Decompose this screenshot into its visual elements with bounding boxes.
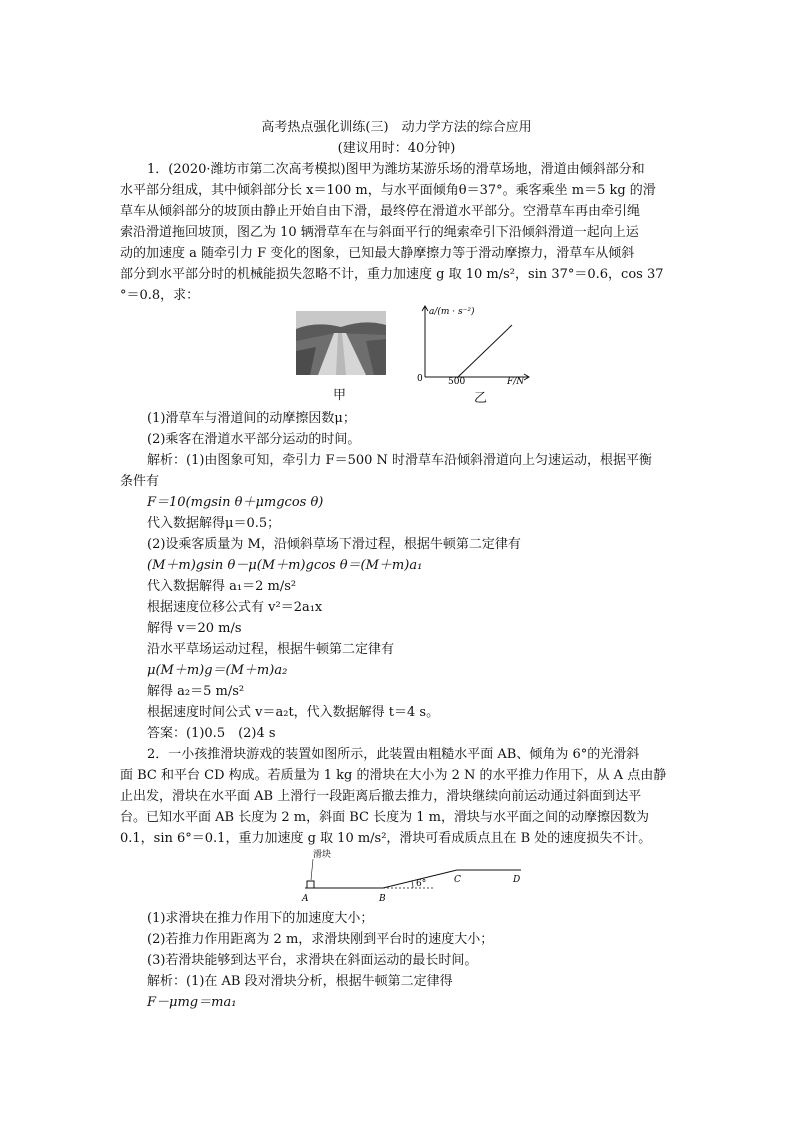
q1-solution-line: 代入数据解得μ＝0.5； [147,516,281,531]
q1-line: 部分到水平部分时的机械能损失忽略不计，重力加速度 g 取 10 m/s²，sin 37°＝0.6，cos 37 [120,267,664,282]
q1-line: 索沿滑道拖回坡顶，图乙为 10 辆滑草车在与斜面平行的绳索牵引下沿倾斜滑道一起向上运 [120,225,639,240]
slide-track-diagram [295,846,527,906]
y-axis-label: a/(m · s⁻²) [429,307,475,317]
angle-arc [412,881,413,888]
q1-line: 1．(2020·潍坊市第二次高考模拟)图甲为潍坊某游乐场的滑草场地，滑道由倾斜部分和 [147,162,645,177]
q1-solution-line: 解得 v＝20 m/s [147,621,242,636]
q1-solution-line: μ(M＋m)g＝(M＋m)a₂ [147,663,288,678]
point-a-label: A [302,894,309,904]
q2-solution-line: F－μmg＝ma₁ [147,995,237,1010]
q1-question: (2)乘客在滑道水平部分运动的时间。 [147,432,361,447]
q2-question: (3)若滑块能够到达平台，求滑块在斜面运动的最长时间。 [147,953,478,968]
q1-line: 水平部分组成，其中倾斜部分长 x＝100 m，与水平面倾角θ＝37°。乘客乘坐 m＝5 kg 的滑 [120,183,656,198]
point-b-label: B [379,894,386,904]
angle-label: 6° [416,879,427,889]
q2-line: 台。已知水平面 AB 长度为 2 m，斜面 BC 长度为 1 m，滑块与水平面之间的动摩擦因数为 [120,810,649,825]
q1-solution-line: (M＋m)gsin θ－μ(M＋m)gcos θ＝(M＋m)a₁ [147,558,423,573]
q1-question: (1)滑草车与滑道间的动摩擦因数μ； [147,411,356,426]
q1-solution-line: 条件有 [120,474,160,489]
q2-line: 0.1，sin 6°＝0.1，重力加速度 g 取 10 m/s²，滑块可看成质点且在 B 处的速度损失不计。 [120,831,652,846]
a-f-graph [408,303,533,385]
block [307,881,314,888]
slide-photo-image [296,311,386,375]
q1-solution-line: F＝10(mgsin θ＋μmgcos θ) [147,495,324,510]
q2-question: (1)求滑块在推力作用下的加速度大小； [147,911,374,926]
time-hint: (建议用时：40分钟) [337,141,456,156]
figure-b-caption: 乙 [474,391,488,406]
point-c-label: C [454,875,461,885]
q1-solution-line: 解析：(1)由图象可知，牵引力 F＝500 N 时滑草车沿倾斜滑道向上匀速运动，根据平衡 [147,453,653,468]
q1-answer: 答案：(1)0.5 (2)4 s [147,726,276,741]
q1-solution-line: 沿水平草场运动过程，根据牛顿第二定律有 [147,642,395,657]
q1-solution-line: 代入数据解得 a₁＝2 m/s² [147,579,297,594]
a-f-line [458,325,512,377]
x-axis-label: F/N [507,377,525,385]
q1-line: 动的加速度 a 随牵引力 F 变化的图象，已知最大静摩擦力等于滑动摩擦力，滑草车从倾斜 [120,246,635,261]
block-pointer [311,859,313,880]
q2-question: (2)若推力作用距离为 2 m，求滑块刚到平台时的速度大小； [147,932,494,947]
figure-a-caption: 甲 [333,388,347,403]
q2-line: 面 BC 和平台 CD 构成。若质量为 1 kg 的滑块在大小为 2 N 的水平推力作用下，从 A 点由静 [120,768,667,783]
tick-500-label: 500 [448,377,466,385]
slide-photo [296,311,386,375]
document-title: 高考热点强化训练(三) 动力学方法的综合应用 [261,120,532,135]
q1-solution-line: 根据速度时间公式 v＝a₂t，代入数据解得 t＝4 s。 [147,705,440,720]
block-label: 滑块 [313,850,332,860]
q2-solution-line: 解析：(1)在 AB 段对滑块分析，根据牛顿第二定律得 [147,974,453,989]
q1-solution-line: 解得 a₂＝5 m/s² [147,684,245,699]
q1-solution-line: (2)设乘客质量为 M，沿倾斜草场下滑过程，根据牛顿第二定律有 [147,537,521,552]
q2-line: 2．一小孩推滑块游戏的装置如图所示，此装置由粗糙水平面 AB、倾角为 6°的光滑斜 [147,747,640,762]
q1-solution-line: 根据速度位移公式有 v²＝2a₁x [147,600,323,615]
point-d-label: D [513,875,521,885]
q1-line: 草车从倾斜部分的坡顶由静止开始自由下滑，最终停在滑道水平部分。空滑草车再由牵引绳 [120,204,641,219]
origin-label: 0 [417,374,423,384]
q1-line: °＝0.8，求： [120,288,200,303]
q2-line: 止出发，滑块在水平面 AB 上滑行一段距离后撤去推力，滑块继续向前运动通过斜面到达平 [120,789,642,804]
